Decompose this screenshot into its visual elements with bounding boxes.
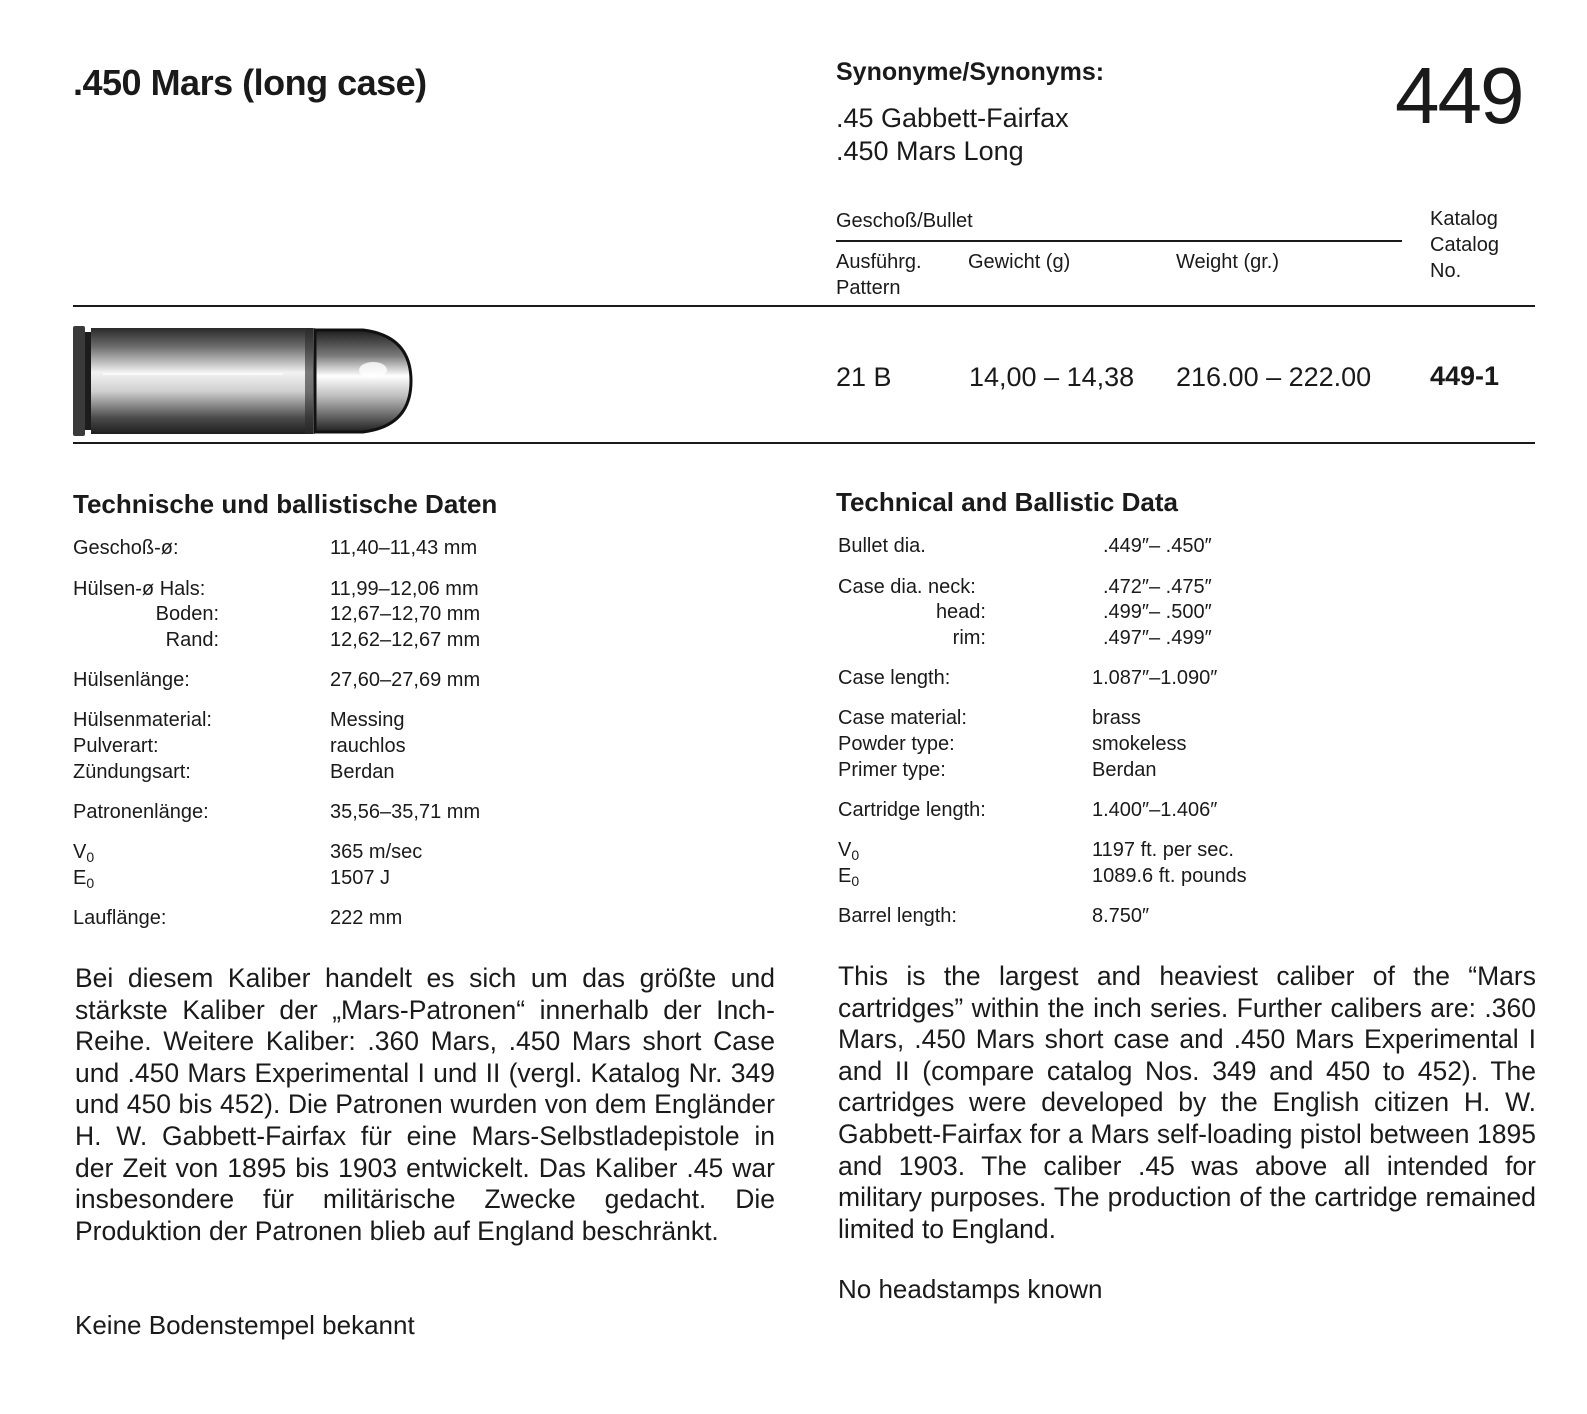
en-value: .449″– .450″ xyxy=(1103,535,1212,557)
col-gewicht-header: Gewicht (g) xyxy=(968,251,1071,273)
en-value: .472″– .475″ xyxy=(1103,576,1212,598)
de-value: 27,60–27,69 mm xyxy=(330,669,481,691)
de-value: 11,40–11,43 mm xyxy=(330,537,478,559)
en-label: Case material: xyxy=(838,707,967,729)
en-label: Powder type: xyxy=(838,733,955,755)
en-value: brass xyxy=(1092,707,1141,729)
bullet-gewicht-value: 14,00 – 14,38 xyxy=(969,362,1135,392)
en-data-heading: Technical and Ballistic Data xyxy=(836,487,1178,517)
en-value: 1.087″–1.090″ xyxy=(1092,667,1218,689)
en-label: Case length: xyxy=(838,667,951,689)
de-value: Berdan xyxy=(330,761,395,783)
de-v0-label: $V_0$ xyxy=(73,841,95,865)
page-title: .450 Mars (long case) xyxy=(73,62,427,103)
de-label: Lauflänge: xyxy=(73,907,167,929)
en-value: 1.400″–1.406″ xyxy=(1092,799,1218,821)
synonyms-list xyxy=(836,102,1069,168)
col-catalog-de: Katalog xyxy=(1430,208,1498,230)
col-pattern-de: Ausführg. xyxy=(836,251,922,273)
en-value: 1197 ft. per sec. xyxy=(1092,839,1234,861)
de-value: 35,56–35,71 mm xyxy=(330,801,481,823)
divider xyxy=(73,305,1535,307)
en-v0-label: $V_0$ xyxy=(838,839,860,863)
bullet-weight-value: 216.00 – 222.00 xyxy=(1176,362,1372,392)
description-de: Bei diesem Kaliber handelt es sich um das größte und stärkste Kaliber der „Mars-Patronen“ innerhalb der Inch-Reihe. Weitere Kaliber: .360 Mars, .450 Mars short Case und .450 Mars Experimental I und II (vergl. Katalog Nr. 349 und 450 bis 452). Die Patronen wurden von dem Engländer H. W. Gabbett-Fairfax für eine Mars-Selbstladepistole in der Zeit von 1895 bis 1903 entwickelt. Das Kaliber .45 war insbesondere für militärische Zwecke gedacht. Die Produktion der Patronen blieb auf England beschränkt. xyxy=(75,963,775,1246)
synonym-item: .450 Mars Long xyxy=(836,136,1024,166)
en-label: Cartridge length: xyxy=(838,799,986,821)
description-en: This is the largest and heaviest caliber of the “Mars cartridges” within the inch series. Further calibers are: .360 Mars, .450 Mars short case and .450 Mars Experimental I and II (compare catalog Nos. 349 and 450 to 452). The cartridges were developed by the English citizen H. W. Gabbett-Fairfax for a Mars self-loading pistol between 1895 and 1903. The caliber .45 was above all intended for military purposes. The production of the cartridge remained limited to England. xyxy=(838,961,1536,1244)
de-e0-label: $E_0$ xyxy=(73,867,95,891)
de-value: 12,62–12,67 mm xyxy=(330,629,481,651)
de-value: 365 m/sec xyxy=(330,841,423,863)
en-value: 1089.6 ft. pounds xyxy=(1092,865,1247,887)
en-value: smokeless xyxy=(1092,733,1187,755)
bullet-group-label: Geschoß/Bullet xyxy=(836,210,973,232)
en-value: .497″– .499″ xyxy=(1103,627,1212,649)
en-value: .499″– .500″ xyxy=(1103,601,1212,623)
en-value: Berdan xyxy=(1092,759,1157,781)
col-weight-header: Weight (gr.) xyxy=(1176,251,1279,273)
bullet-catalog-value: 449-1 xyxy=(1430,361,1500,391)
de-value: 1507 J xyxy=(330,867,391,889)
col-pattern-header xyxy=(836,249,922,301)
catalog-number: 449 xyxy=(1395,51,1523,140)
synonyms-label: Synonyme/Synonyms: xyxy=(836,58,1105,86)
de-label: Hülsenmaterial: xyxy=(73,709,212,731)
en-label: Case dia. neck: xyxy=(838,576,976,598)
en-label: Primer type: xyxy=(838,759,946,781)
bullet-pattern-value: 21 B xyxy=(836,362,892,392)
divider xyxy=(73,442,1535,444)
de-label: Patronenlänge: xyxy=(73,801,209,823)
de-label: Rand: xyxy=(165,629,219,651)
de-value: 222 mm xyxy=(330,907,403,929)
en-label: Barrel length: xyxy=(838,905,957,927)
de-value: 11,99–12,06 mm xyxy=(330,578,479,600)
en-label: Bullet dia. xyxy=(838,535,926,557)
col-catalog-en: Catalog xyxy=(1430,234,1499,256)
headstamp-note-de: Keine Bodenstempel bekannt xyxy=(75,1310,415,1340)
de-value: rauchlos xyxy=(330,735,406,757)
de-label: Geschoß-ø: xyxy=(73,537,179,559)
col-catalog-header xyxy=(1430,206,1499,284)
de-value: 12,67–12,70 mm xyxy=(330,603,481,625)
headstamp-note-en: No headstamps known xyxy=(838,1274,1103,1304)
synonym-item: .45 Gabbett-Fairfax xyxy=(836,103,1069,133)
col-catalog-no: No. xyxy=(1430,260,1462,282)
de-label: Hülsenlänge: xyxy=(73,669,190,691)
de-data-heading: Technische und ballistische Daten xyxy=(73,489,498,519)
en-label: rim: xyxy=(952,627,986,649)
en-value: 8.750″ xyxy=(1092,905,1150,927)
cartridge-image xyxy=(73,322,413,440)
de-label: Pulverart: xyxy=(73,735,159,757)
de-value: Messing xyxy=(330,709,405,731)
de-label: Zündungsart: xyxy=(73,761,191,783)
en-label: head: xyxy=(935,601,986,623)
en-e0-label: $E_0$ xyxy=(838,865,860,889)
de-label: Hülsen-ø Hals: xyxy=(73,578,206,600)
col-pattern-en: Pattern xyxy=(836,277,901,299)
de-label: Boden: xyxy=(155,603,219,625)
divider xyxy=(836,240,1402,242)
